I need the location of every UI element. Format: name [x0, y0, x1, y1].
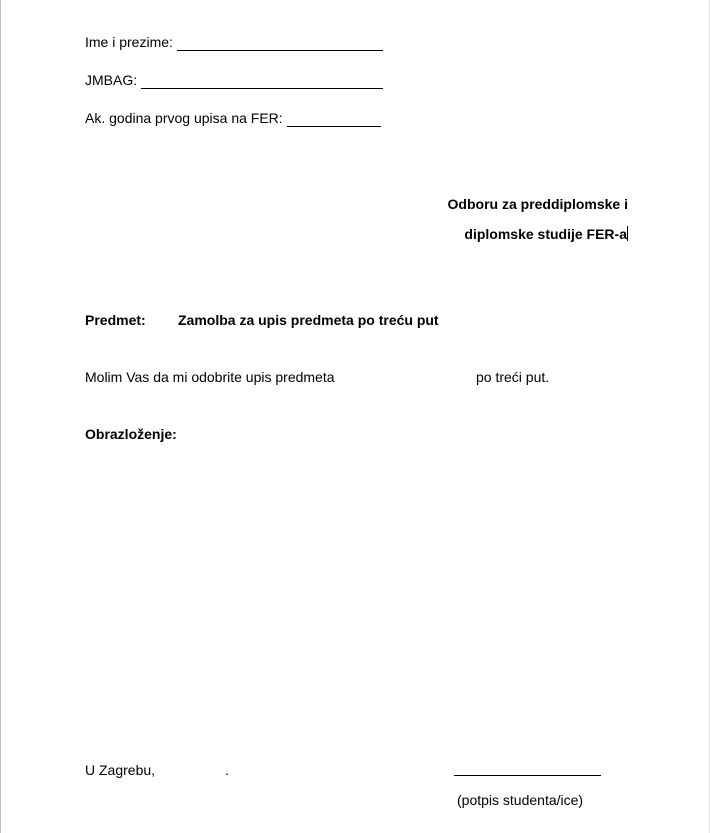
signature-line[interactable]: [454, 775, 601, 776]
request-after-text: po treći put.: [476, 369, 550, 385]
date-dot: [225, 762, 229, 779]
course-name-field[interactable]: [342, 369, 474, 386]
justification-text-area[interactable]: [85, 452, 625, 742]
place-label: [85, 762, 155, 779]
request-before-text: Molim Vas da mi odobrite upis predmeta: [85, 369, 335, 385]
year-blank-line[interactable]: [287, 112, 381, 127]
jmbag-field-row: [85, 72, 383, 89]
date-dot-text: .: [225, 762, 229, 778]
page-left-border: [0, 0, 1, 833]
place-text: U Zagrebu,: [85, 762, 156, 778]
justification-heading: [85, 426, 177, 443]
request-after: [476, 369, 549, 386]
recipient-line-2: [464, 226, 628, 243]
recipient-line-2-text: diplomske studije FER-a: [464, 226, 627, 242]
subject-row: [85, 312, 439, 329]
subject-key: Predmet:: [85, 312, 146, 328]
name-label: Ime i prezime:: [85, 34, 173, 50]
date-field[interactable]: [158, 762, 222, 779]
signature-caption: [457, 792, 583, 809]
year-field-row: [85, 110, 381, 127]
name-blank-line[interactable]: [177, 36, 383, 51]
recipient-line-1-text: Odboru za preddiplomske i: [447, 196, 628, 212]
jmbag-label: JMBAG:: [85, 72, 138, 88]
year-label: Ak. godina prvog upisa na FER:: [85, 110, 283, 126]
request-before: [85, 369, 335, 386]
justification-heading-text: Obrazloženje:: [85, 426, 177, 442]
name-field-row: [85, 34, 383, 51]
subject-value: Zamolba za upis predmeta po treću put: [178, 312, 439, 328]
signature-caption-text: (potpis studenta/ice): [457, 792, 584, 808]
text-cursor: [627, 226, 628, 241]
recipient-line-1: [448, 196, 628, 213]
jmbag-blank-line[interactable]: [141, 74, 383, 89]
